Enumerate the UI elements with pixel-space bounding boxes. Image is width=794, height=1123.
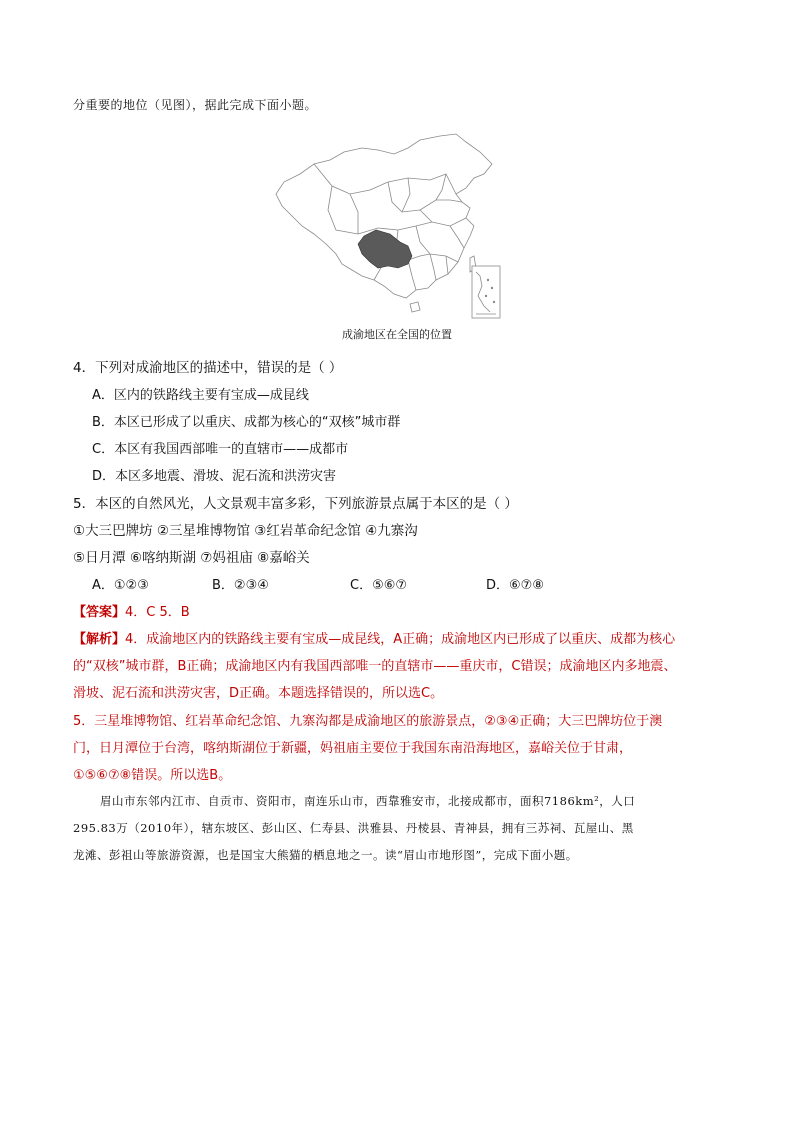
map-caption: 成渝地区在全国的位置 — [342, 328, 452, 341]
china-outline — [276, 134, 492, 298]
china-map-figure — [270, 130, 520, 326]
question-4-option-a: A．区内的铁路线主要有宝成—成昆线 — [92, 388, 309, 403]
question-4-option-b: B．本区已形成了以重庆、成都为核心的“双核”城市群 — [92, 415, 401, 430]
question-5-stem: 5．本区的自然风光，人文景观丰富多彩，下列旅游景点属于本区的是（ ） — [73, 496, 518, 512]
intro-text: 分重要的地位（见图），据此完成下面小题。 — [73, 98, 318, 112]
analysis-line-4: 5．三星堆博物馆、红岩革命纪念馆、九寨沟都是成渝地区的旅游景点，②③④正确；大三巴牌坊位于澳 — [73, 714, 663, 729]
meishan-passage-line-2: 295.83万（2010年），辖东坡区、彭山区、仁寿县、洪雅县、丹棱县、青神县，拥有三苏祠、瓦屋山、黑 — [73, 821, 634, 835]
meishan-passage-line-3: 龙滩、彭祖山等旅游资源，也是国宝大熊猫的栖息地之一。读“眉山市地形图”，完成下面小题。 — [73, 848, 578, 862]
question-5-options — [92, 574, 544, 593]
analysis-label: 【解析】 — [73, 632, 126, 647]
analysis-line-6: ①⑤⑥⑦⑧错误。所以选B。 — [73, 768, 232, 783]
question-4-stem: 4．下列对成渝地区的描述中，错误的是（ ） — [73, 360, 343, 376]
question-5-items-line2: ⑤日月潭 ⑥喀纳斯湖 ⑦妈祖庙 ⑧嘉峪关 — [73, 550, 310, 566]
analysis-line-1 — [73, 628, 675, 647]
question-4-option-d: D．本区多地震、滑坡、泥石流和洪涝灾害 — [92, 469, 337, 484]
answer-text: 4．C 5．B — [125, 605, 190, 620]
question-5-items-line1: ①大三巴牌坊 ②三星堆博物馆 ③红岩革命纪念馆 ④九寨沟 — [73, 523, 418, 539]
answer-label: 【答案】 — [73, 605, 126, 620]
south-china-sea-inset — [472, 266, 500, 318]
question-5-option-a: A．①②③ — [92, 578, 149, 593]
question-5-option-c: C．⑤⑥⑦ — [350, 578, 408, 593]
analysis-line-2: 的“双核”城市群，B正确；成渝地区内有我国西部唯一的直辖市——重庆市，C错误；成渝地区内多地震、 — [73, 659, 677, 674]
analysis-line-5: 门，日月潭位于台湾，喀纳斯湖位于新疆，妈祖庙主要位于我国东南沿海地区，嘉峪关位于甘肃， — [73, 741, 633, 756]
meishan-passage-line-1: 眉山市东邻内江市、自贡市、资阳市，南连乐山市，西靠雅安市，北接成都市，面积7186km²，人口 — [100, 794, 636, 808]
question-5-option-d: D．⑥⑦⑧ — [486, 578, 544, 593]
china-map-svg — [270, 130, 520, 326]
answer-line — [73, 601, 190, 620]
analysis-line-3: 滑坡、泥石流和洪涝灾害，D正确。本题选择错误的，所以选C。 — [73, 686, 444, 701]
question-5-option-b: B．②③④ — [212, 578, 269, 593]
analysis-text-1: 4．成渝地区内的铁路线主要有宝成—成昆线，A正确；成渝地区内已形成了以重庆、成都为核心 — [125, 632, 676, 647]
question-4-option-c: C．本区有我国西部唯一的直辖市——成都市 — [92, 442, 349, 457]
hainan-island — [410, 302, 420, 312]
